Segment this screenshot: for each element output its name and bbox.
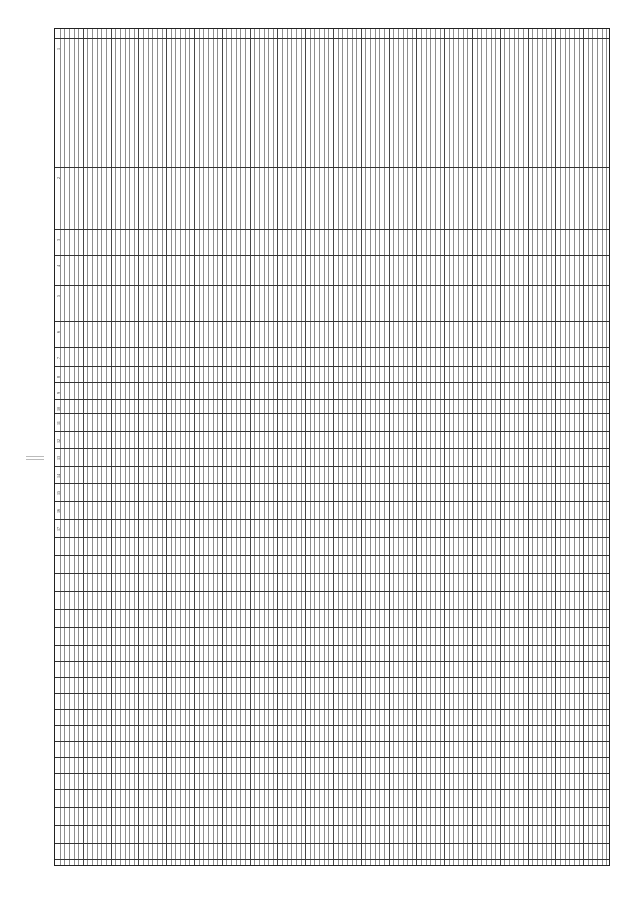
table-column-rule (60, 29, 61, 865)
header-cell: 2 (56, 177, 61, 179)
table-column-rule (597, 29, 598, 865)
table-column-rule (509, 29, 510, 865)
header-cell: 1 (56, 48, 61, 50)
table-column-rule (403, 29, 404, 865)
table-column-rule (338, 29, 339, 865)
table-column-rule (78, 29, 79, 865)
table-column-rule (74, 29, 75, 865)
table-column-rule (472, 29, 473, 865)
table-column-rule (565, 29, 566, 865)
table-column-rule (148, 29, 149, 865)
table-column-rule (69, 29, 70, 865)
table-column-rule (491, 29, 492, 865)
table-column-rule (143, 29, 144, 865)
table-column-rule (537, 29, 538, 865)
table-column-rule (203, 29, 204, 865)
table-column-rule (352, 29, 353, 865)
header-cell: 12 (56, 439, 61, 443)
table-column-rule (226, 29, 227, 865)
table-column-rule (481, 29, 482, 865)
table-column-rule (574, 29, 575, 865)
table-column-rule (97, 29, 98, 865)
table-column-rule (518, 29, 519, 865)
table-column-rule (361, 29, 362, 865)
header-cell: 3 (56, 239, 61, 241)
table-column-rule (379, 29, 380, 865)
table-column-rule (416, 29, 417, 865)
table-column-rule (296, 29, 297, 865)
header-cell: 7 (56, 357, 61, 359)
table-column-rule (180, 29, 181, 865)
table-column-rule (421, 29, 422, 865)
table-column-rule (592, 29, 593, 865)
table-column-rule (301, 29, 302, 865)
table-column-rule (115, 29, 116, 865)
table-column-rule (171, 29, 172, 865)
table-column-rule (398, 29, 399, 865)
table-column-rule (560, 29, 561, 865)
table-column-rule (83, 29, 84, 865)
table-column-rule (92, 29, 93, 865)
table-column-rule (407, 29, 408, 865)
table-column-rule (134, 29, 135, 865)
header-cell: 9 (56, 392, 61, 394)
table-column-rule (236, 29, 237, 865)
table-column-rule (282, 29, 283, 865)
table-column-rule (370, 29, 371, 865)
header-cell: 16 (56, 509, 61, 513)
table-column-rule (546, 29, 547, 865)
table-column-rule (185, 29, 186, 865)
data-table (54, 28, 610, 866)
table-column-rule (64, 29, 65, 865)
table-column-rule (213, 29, 214, 865)
header-cell: 13 (56, 456, 61, 460)
table-column-rule (606, 29, 607, 865)
table-column-rule (495, 29, 496, 865)
table-column-rule (384, 29, 385, 865)
table-column-rule (273, 29, 274, 865)
table-column-rule (87, 29, 88, 865)
table-column-rule (268, 29, 269, 865)
table-column-rule (523, 29, 524, 865)
table-column-rule (444, 29, 445, 865)
header-cell: 17 (56, 527, 61, 531)
table-column-rule (162, 29, 163, 865)
table-column-rule (453, 29, 454, 865)
table-column-rule (194, 29, 195, 865)
table-column-rule (333, 29, 334, 865)
table-column-rule (157, 29, 158, 865)
table-column-rule (324, 29, 325, 865)
table-column-rule (208, 29, 209, 865)
table-column-rule (222, 29, 223, 865)
table-column-rule (152, 29, 153, 865)
table-column-rule (477, 29, 478, 865)
table-column-rule (120, 29, 121, 865)
header-cell: 8 (56, 376, 61, 378)
table-column-rule (305, 29, 306, 865)
table-column-rule (328, 29, 329, 865)
table-column-rule (175, 29, 176, 865)
table-column-rule (166, 29, 167, 865)
table-column-rule (125, 29, 126, 865)
table-column-rule (319, 29, 320, 865)
table-column-rule (514, 29, 515, 865)
table-column-rule (287, 29, 288, 865)
header-cell: 11 (56, 421, 61, 425)
table-column-rule (291, 29, 292, 865)
table-column-rule (542, 29, 543, 865)
table-column-rule (579, 29, 580, 865)
table-column-rule (440, 29, 441, 865)
table-column-rule (277, 29, 278, 865)
table-column-rule (101, 29, 102, 865)
table-column-rule (458, 29, 459, 865)
table-column-rule (356, 29, 357, 865)
header-cell: 4 (56, 265, 61, 267)
header-cell: 5 (56, 295, 61, 297)
table-column-rule (264, 29, 265, 865)
table-column-rule (245, 29, 246, 865)
table-column-rule (504, 29, 505, 865)
table-column-rule (602, 29, 603, 865)
table-column-rule (463, 29, 464, 865)
table-column-rule (555, 29, 556, 865)
table-column-rule (342, 29, 343, 865)
header-cell: 14 (56, 474, 61, 478)
table-column-rule (199, 29, 200, 865)
table-column-rule (500, 29, 501, 865)
margin-mark (26, 454, 44, 464)
table-column-rule (412, 29, 413, 865)
table-column-rule (532, 29, 533, 865)
table-column-rule (375, 29, 376, 865)
table-column-rule (389, 29, 390, 865)
table-column-rule (240, 29, 241, 865)
table-column-rule (111, 29, 112, 865)
table-column-rule (569, 29, 570, 865)
table-column-rule (217, 29, 218, 865)
table-column-rule (129, 29, 130, 865)
table-column-rule (426, 29, 427, 865)
table-column-rule (347, 29, 348, 865)
table-column-rule (588, 29, 589, 865)
table-column-rule (435, 29, 436, 865)
table-column-rule (430, 29, 431, 865)
header-cell: 15 (56, 491, 61, 495)
table-column-rule (189, 29, 190, 865)
table-column-rule (310, 29, 311, 865)
header-cell: 6 (56, 331, 61, 333)
table-column-rule (314, 29, 315, 865)
table-column-rule (231, 29, 232, 865)
table-column-rule (583, 29, 584, 865)
table-column-rule (528, 29, 529, 865)
table-column-rule (449, 29, 450, 865)
table-column-rule (551, 29, 552, 865)
table-column-rule (467, 29, 468, 865)
table-column-rule (259, 29, 260, 865)
table-column-rule (254, 29, 255, 865)
table-column-rule (106, 29, 107, 865)
table-column-rule (393, 29, 394, 865)
table-column-rule (250, 29, 251, 865)
table-column-rule (486, 29, 487, 865)
table-column-rule (138, 29, 139, 865)
table-grid (55, 29, 609, 865)
header-cell: 10 (56, 407, 61, 411)
table-column-rule (365, 29, 366, 865)
